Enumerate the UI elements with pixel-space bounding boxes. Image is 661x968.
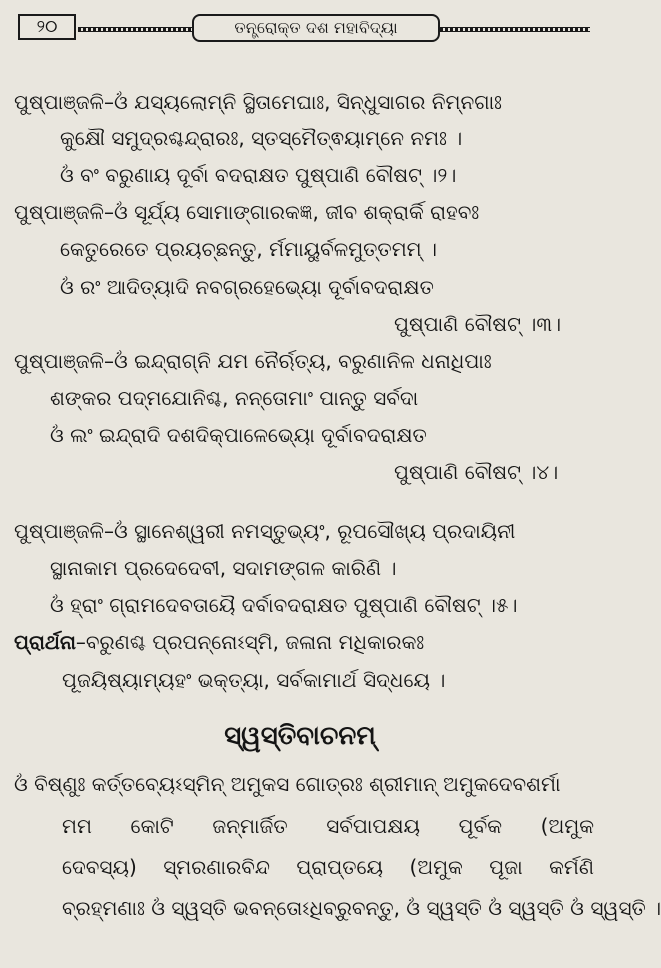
text-line: ପୁଷ୍ପାଣି ବୌଷଟ୍ ।୪। xyxy=(394,460,559,484)
prayer-label: ପ୍ରାର୍ଥନା xyxy=(14,630,76,654)
text-line: ପୁଷ୍ପାଞ୍ଜଳି–ଓଁ ସୂର୍ଯ୍ୟ ସୋମାଙ୍ଗାରକଜ୍ଞ, ଜୀବ ଶକ୍ରାର୍କି ରାହବଃ xyxy=(14,200,480,224)
text-line: ପୁଷ୍ପାଞ୍ଜଳି–ଓଁ ଇନ୍ଦ୍ରାଗ୍ନି ଯମ ନୈର୍ଋତ୍ୟ, ବରୁଣାନିଳ ଧନାଧିପାଃ xyxy=(14,349,492,373)
text-line: ଓଁ ବିଷ୍ଣୁଃ କର୍ତ୍ତବ୍ୟେଽସ୍ମିନ୍ ଅମୁକସ ଗୋତ୍ରଃ ଶ୍ରୀମାନ୍ ଅମୁକଦେବଶର୍ମା xyxy=(14,772,561,796)
prayer-text: –ବରୁଣଶ୍ଚ ପ୍ରପନ୍ନୋଽସ୍ମି, ଜଳାନା ମଧିକାରକଃ xyxy=(75,630,425,654)
text-line: ବ୍ରହ୍ମଣାଃ ଓଁ ସ୍ୱସ୍ତି ଭବନ୍ତୋଽଧିବ୍ରୁବନ୍ତୁ, ଓଁ ସ୍ୱସ୍ତି ଓଁ ସ୍ୱସ୍ତି ଓଁ ସ୍ୱସ୍ତି । xyxy=(62,896,661,920)
text-line: ଶଙ୍କର ପଦ୍ମଯୋନିଶ୍ଚ, ନନ୍ତୋମାଂ ପାନ୍ତୁ ସର୍ବଦା xyxy=(50,386,419,410)
running-title: ତନ୍ତ୍ରୋକ୍ତ ଦଶ ମହାବିଦ୍ୟା xyxy=(192,14,440,42)
text-line xyxy=(14,628,594,656)
text-line: ମମ କୋଟି ଜନ୍ମାର୍ଜିତ ସର୍ବପାପକ୍ଷୟ ପୂର୍ବକ (ଅମୁକ xyxy=(62,814,594,838)
header-rule-right xyxy=(440,27,590,32)
text-line: କେତୁରେତେ ପ୍ରୟଚ୍ଛନ୍ତୁ, ର୍ମମାୟୁର୍ବଳମୁତ୍ତମମ୍ । xyxy=(60,237,437,261)
text-line: ଓଁ ଲଂ ଇନ୍ଦ୍ରାଦି ଦଶଦିକ୍ପାଳେଭ୍ୟୋ ଦୂର୍ବାବଦରାକ୍ଷତ xyxy=(50,423,427,447)
text-line: ପୁଷ୍ପାଣି ବୌଷଟ୍ ।୩। xyxy=(394,312,562,336)
section-heading: ସ୍ୱସ୍ତିବାଚନମ୍ xyxy=(224,721,376,751)
page-header xyxy=(0,0,600,44)
header-rule-left xyxy=(78,27,192,32)
text-line: ଦେବସ୍ୟ) ସ୍ମରଣାରବିନ୍ଦ ପ୍ରାପ୍ତୟେ (ଅମୁକ ପୂଜା କର୍ମଣି xyxy=(62,855,594,879)
text-line: ପୁଷ୍ପାଞ୍ଜଳି–ଓଁ ସ୍ଥାନେଶ୍ୱରୀ ନମସ୍ତୁଭ୍ୟଂ, ରୂପସୌଖ୍ୟ ପ୍ରଦାୟିନୀ xyxy=(14,519,516,543)
text-line: ସ୍ଥାନାକାମ ପ୍ରଦେଦେବୀ, ସଦାମଙ୍ଗଳ କାରିଣି । xyxy=(50,556,397,580)
text-line: ଓଁ ରଂ ଆଦିତ୍ୟାଦି ନବଗ୍ରହେଭ୍ୟୋ ଦୂର୍ବାବଦରାକ୍ଷତ xyxy=(60,275,434,299)
text-line: ପୂଜୟିଷ୍ୟାମ୍ୟହଂ ଭକ୍ତ୍ୟା, ସର୍ବକାମାର୍ଥ ସିଦ୍ଧୟେ । xyxy=(62,668,446,692)
text-line: ପୁଷ୍ପାଞ୍ଜଳି–ଓଁ ଯସ୍ୟଲୋମ୍ନି ସ୍ଥିତାମେଘାଃ, ସିନ୍ଧୁସାଗର ନିମ୍ନଗାଃ xyxy=(14,90,502,114)
page-number: ୨୦ xyxy=(18,14,76,40)
text-line: ଓଁ ହ୍ରାଂ ଗ୍ରାମଦେବତାୟୈ ଦର୍ବାବଦରାକ୍ଷତ ପୁଷ୍ପାଣି ବୌଷଟ୍ ।୫। xyxy=(50,593,518,617)
text-line: କୁକ୍ଷୌ ସମୁଦ୍ରଶ୍ଚନ୍ଦ୍ରାରଃ, ସ୍ତସ୍ମୈତ୍ଵୟାମ୍ନେ ନମଃ । xyxy=(60,126,463,150)
text-line: ଓଁ ବଂ ବରୁଣାୟ ଦୂର୍ବା ବଦରାକ୍ଷତ ପୁଷ୍ପାଣି ବୌଷଟ୍ ।୨। xyxy=(60,163,457,187)
